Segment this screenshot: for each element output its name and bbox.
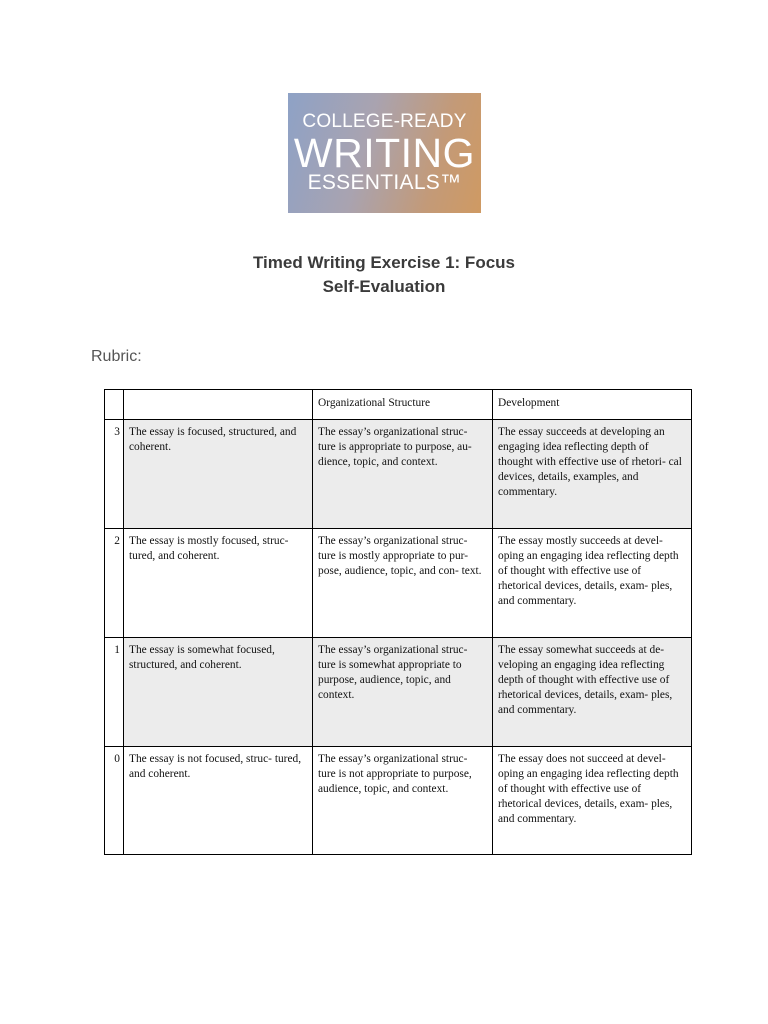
score-cell: 0 bbox=[105, 747, 124, 855]
college-ready-writing-essentials-logo bbox=[288, 93, 481, 213]
rubric-row bbox=[105, 529, 692, 638]
development-cell: The essay mostly succeeds at devel- oping an engaging idea reflecting depth of thought with effective use of rhetorical devices, details, exam- ples, and commentary. bbox=[493, 529, 692, 638]
focus-cell: The essay is focused, structured, and coherent. bbox=[124, 420, 313, 529]
page-subtitle: Self-Evaluation bbox=[322, 277, 446, 296]
header-cell-organization: Organizational Structure bbox=[313, 390, 493, 420]
header-cell-development: Development bbox=[493, 390, 692, 420]
score-cell: 3 bbox=[105, 420, 124, 529]
page-title: Timed Writing Exercise 1: Focus bbox=[252, 253, 515, 272]
development-cell: The essay does not succeed at devel- oping an engaging idea reflecting depth of thought with effective use of rhetorical devices, details, exam- ples, and commentary. bbox=[493, 747, 692, 855]
organization-cell: The essay’s organizational struc- ture is appropriate to purpose, au- dience, topic, and context. bbox=[313, 420, 493, 529]
rubric-row bbox=[105, 420, 692, 529]
rubric-header-row bbox=[105, 390, 692, 420]
logo-line-2: WRITING bbox=[293, 130, 476, 176]
development-cell: The essay succeeds at developing an engaging idea reflecting depth of thought with effective use of rhetori- cal devices, details, examples, and commentary. bbox=[493, 420, 692, 529]
organization-cell: The essay’s organizational struc- ture is somewhat appropriate to purpose, audience, topic, and context. bbox=[313, 638, 493, 747]
focus-cell: The essay is not focused, struc- tured, and coherent. bbox=[124, 747, 313, 855]
logo-line-3: ESSENTIALS™ bbox=[307, 171, 462, 194]
score-cell: 1 bbox=[105, 638, 124, 747]
score-cell: 2 bbox=[105, 529, 124, 638]
logo-line-1: COLLEGE-READY bbox=[302, 111, 467, 132]
rubric-row bbox=[105, 747, 692, 855]
rubric-label: Rubric: bbox=[91, 348, 142, 365]
focus-cell: The essay is somewhat focused, structured, and coherent. bbox=[124, 638, 313, 747]
organization-cell: The essay’s organizational struc- ture is mostly appropriate to pur- pose, audience, topic, and con- text. bbox=[313, 529, 493, 638]
header-cell-score bbox=[105, 390, 124, 420]
header-cell-focus bbox=[124, 390, 313, 420]
rubric-table bbox=[104, 389, 692, 855]
development-cell: The essay somewhat succeeds at de- veloping an engaging idea reflecting depth of thought with effective use of rhetorical devices, details, exam- ples, and commentary. bbox=[493, 638, 692, 747]
organization-cell: The essay’s organizational struc- ture is not appropriate to purpose, audience, topic, and context. bbox=[313, 747, 493, 855]
rubric-row bbox=[105, 638, 692, 747]
focus-cell: The essay is mostly focused, struc- tured, and coherent. bbox=[124, 529, 313, 638]
